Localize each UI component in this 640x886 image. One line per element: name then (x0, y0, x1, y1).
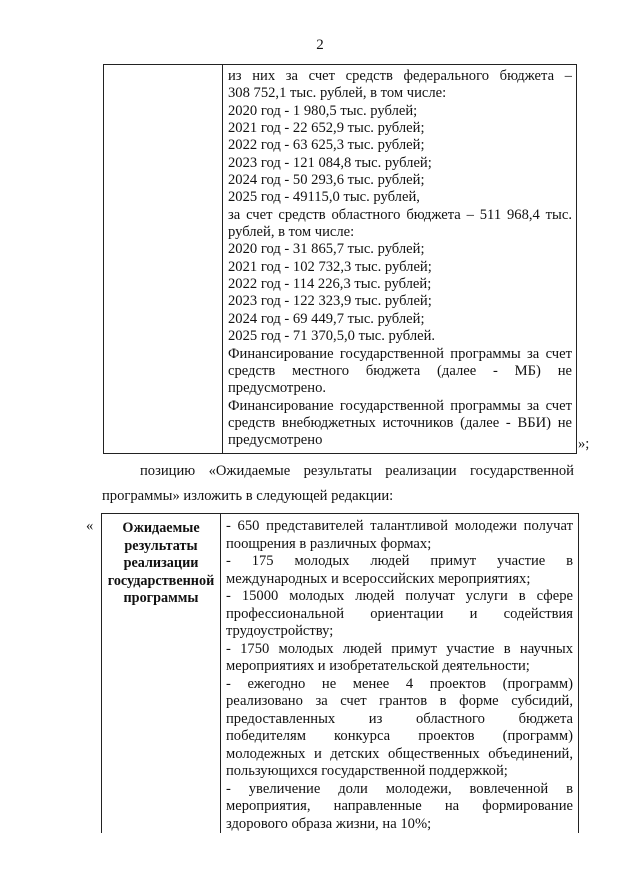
instruction-paragraph-line: позицию «Ожидаемые результаты реализации государственной (140, 463, 574, 479)
text-line: Финансирование государственной программы за счет (228, 345, 572, 362)
text-line: победителям конкурса проектов (программ) (226, 728, 573, 744)
text-line: за счет средств областного бюджета – 511 968,4 тыс. (228, 206, 572, 223)
text-line: 2024 год - 50 293,6 тыс. рублей; (228, 172, 425, 189)
text-line: мероприятиях и изобретательской деятельности; (226, 658, 530, 674)
text-line: 2024 год - 69 449,7 тыс. рублей; (228, 310, 425, 327)
opening-quote: « (86, 518, 94, 534)
text-line: 2021 год - 102 732,3 тыс. рублей; (228, 258, 432, 275)
text-line: 2020 год - 31 865,7 тыс. рублей; (228, 241, 425, 258)
text-line: - 15000 молодых людей получат услуги в сфере (226, 588, 573, 604)
text-line: 2025 год - 49115,0 тыс. рублей, (228, 189, 420, 206)
text-line: - 1750 молодых людей примут участие в научных (226, 640, 573, 657)
text-line: 2023 год - 121 084,8 тыс. рублей; (228, 154, 432, 171)
text-line: 2022 год - 63 625,3 тыс. рублей; (228, 137, 425, 154)
finance-cell (228, 68, 572, 450)
text-line: предоставленных из областного бюджета (226, 710, 573, 727)
text-line: предусмотрено. (228, 380, 327, 397)
text-line: молодежных и детских общественных объединений, (226, 745, 573, 762)
text-line: профессиональной ориентации и содействия (226, 605, 573, 622)
text-line: средств внебюджетных источников (далее - ВБИ) не (228, 414, 572, 431)
text-line: средств местного бюджета (далее - МБ) не (228, 362, 572, 379)
text-line: 2021 год - 22 652,9 тыс. рублей; (228, 120, 425, 137)
text-line: предусмотрено (228, 432, 323, 449)
text-line: 2023 год - 122 323,9 тыс. рублей; (228, 293, 432, 310)
text-line: 2025 год - 71 370,5,0 тыс. рублей. (228, 328, 436, 345)
finance-table (103, 64, 577, 454)
text-line: пользующихся государственной поддержкой; (226, 763, 508, 779)
text-line: Финансирование государственной программы за счет (228, 397, 572, 414)
column-divider (222, 65, 223, 453)
closing-quote: »; (578, 436, 590, 452)
text-line: поощрения в различных формах; (226, 535, 432, 552)
page-number: 2 (316, 37, 324, 53)
instruction-paragraph-line: программы» изложить в следующей редакции: (102, 488, 394, 504)
results-cell (226, 518, 573, 833)
text-line: международных и всероссийских мероприятиях; (226, 570, 531, 587)
text-line: - ежегодно не менее 4 проектов (программ) (226, 675, 573, 692)
text-line: рублей, в том числе: (228, 224, 355, 241)
text-line: - 650 представителей талантливой молодежи получат (226, 518, 573, 534)
text-line: 2020 год - 1 980,5 тыс. рублей; (228, 102, 418, 119)
text-line: - увеличение доли молодежи, вовлеченной в (226, 780, 573, 797)
results-header-cell: Ожидаемые результаты реализации государственной программы (107, 520, 215, 606)
results-table (101, 513, 579, 833)
column-divider (220, 514, 221, 833)
text-line: трудоустройству; (226, 623, 334, 639)
text-line: - 175 молодых людей примут участие в (226, 553, 573, 569)
text-line: 308 752,1 тыс. рублей, в том числе: (228, 85, 447, 102)
text-line: 2022 год - 114 226,3 тыс. рублей; (228, 276, 432, 293)
text-line: реализовано за счет грантов в форме субсидий, (226, 693, 573, 709)
text-line: из них за счет средств федерального бюджета – (228, 68, 572, 84)
text-line: мероприятия, направленные на формирование (226, 798, 573, 814)
text-line: здорового образа жизни, на 10%; (226, 815, 432, 832)
